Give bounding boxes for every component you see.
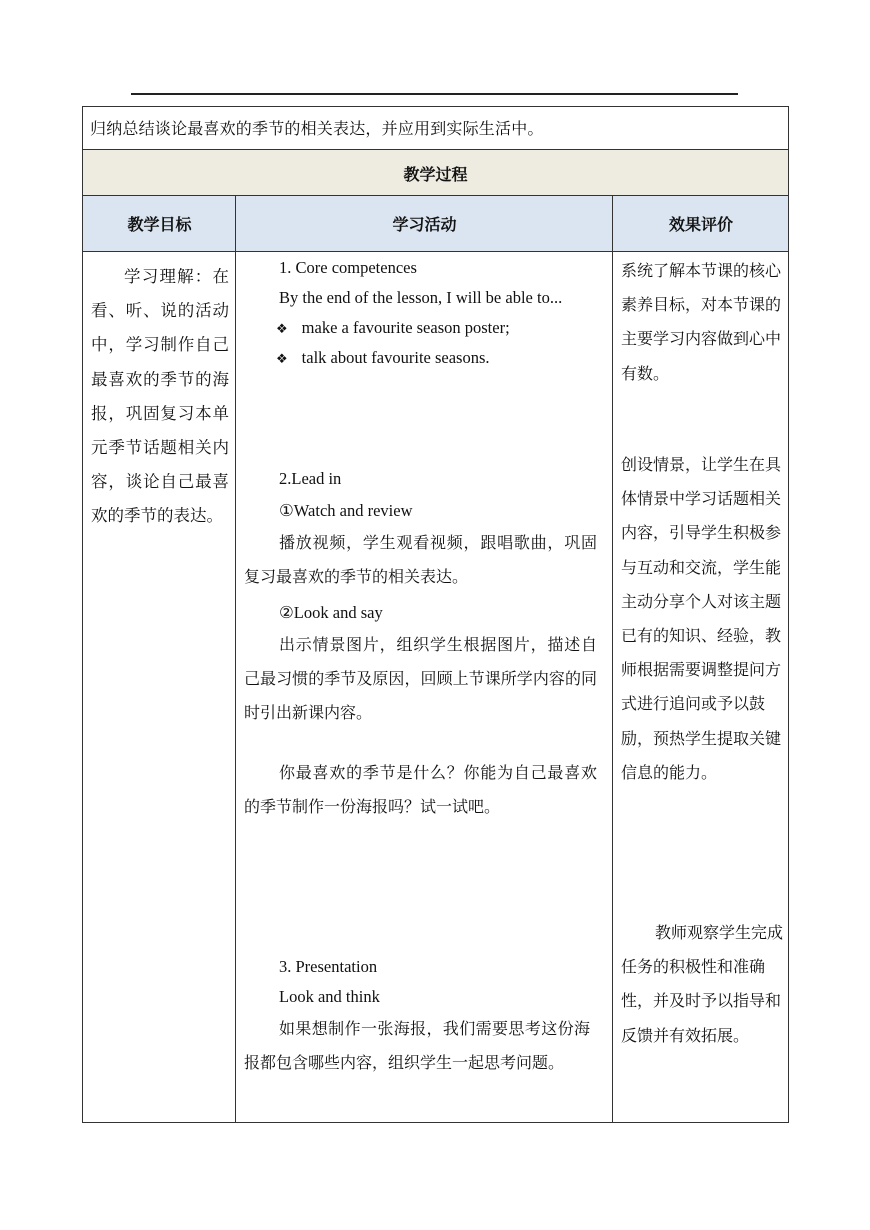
bullet-text: talk about favourite seasons. (301, 348, 490, 367)
lead-in-step1-title: ①Watch and review (279, 501, 413, 520)
column-divider (235, 252, 236, 1122)
diamond-bullet-icon: ❖ (276, 321, 288, 336)
section-title-row (83, 150, 788, 196)
presentation-subtitle: Look and think (279, 987, 380, 1006)
intro-row (83, 107, 788, 150)
goal-text: 在看、听、说的活动中，学习制作自己最喜欢的季节的海报，巩固复习本单元季节话题相关内容，谈论自己最喜欢的季节的表达。 (91, 267, 229, 526)
evaluation-1: 系统了解本节课的核心素养目标，对本节课的主要学习内容做到心中有数。 (621, 261, 782, 383)
core-intro: By the end of the lesson, I will be able to... (279, 288, 563, 307)
column-header-row (83, 196, 788, 252)
diamond-bullet-icon: ❖ (276, 351, 288, 366)
goal-label: 学习理解： (124, 267, 213, 286)
content-row (83, 252, 788, 1122)
header-goal: 教学目标 (127, 215, 192, 234)
header-rule (131, 93, 738, 95)
lead-in-step2-title: ②Look and say (279, 603, 383, 622)
intro-text: 归纳总结谈论最喜欢的季节的相关表达，并应用到实际生活中。 (90, 119, 544, 138)
presentation-text: 如果想制作一张海报，我们需要思考这份海报都包含哪些内容，组织学生一起思考问题。 (244, 1019, 590, 1072)
header-activity: 学习活动 (392, 215, 457, 234)
lesson-table (82, 106, 789, 1123)
core-title: 1. Core competences (279, 258, 417, 277)
lead-in-question: 你最喜欢的季节是什么？你能为自己最喜欢的季节制作一份海报吗？试一试吧。 (244, 763, 597, 816)
header-evaluation: 效果评价 (668, 215, 733, 234)
goal-cell (91, 260, 229, 534)
bullet-item (276, 318, 510, 338)
lead-in-step2-text: 出示情景图片，组织学生根据图片，描述自己最习惯的季节及原因，回顾上节课所学内容的同时引出新课内容。 (244, 635, 597, 722)
column-divider (612, 252, 613, 1122)
lead-in-step1-text: 播放视频，学生观看视频，跟唱歌曲，巩固复习最喜欢的季节的相关表达。 (244, 533, 597, 586)
presentation-title: 3. Presentation (279, 957, 378, 976)
section-title: 教学过程 (403, 165, 468, 184)
evaluation-3: 教师观察学生完成任务的积极性和准确性，并及时予以指导和反馈并有效拓展。 (621, 923, 784, 1045)
lead-in-title: 2.Lead in (279, 469, 342, 488)
bullet-item (276, 348, 490, 368)
evaluation-2: 创设情景，让学生在具体情景中学习话题相关内容，引导学生积极参与互动和交流，学生能主动分享个人对该主题已有的知识、经验，教师根据需要调整提问方式进行追问或予以鼓励，预热学生提取关键信息的能力。 (621, 455, 782, 782)
bullet-text: make a favourite season poster; (301, 318, 510, 337)
